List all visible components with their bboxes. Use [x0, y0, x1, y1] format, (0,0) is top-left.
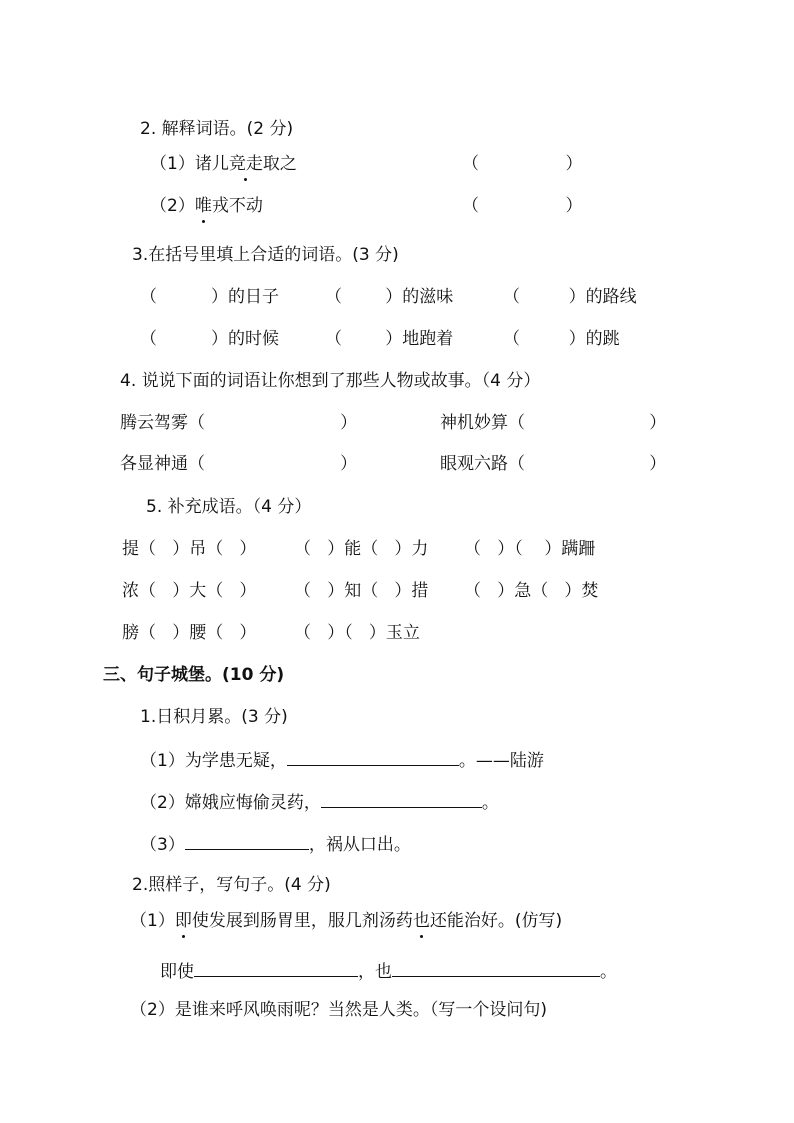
q3-r1-c1: （ ）的日子 — [140, 287, 280, 307]
s3-q2-item1-suffix: 还能治好。(仿写) — [429, 911, 563, 931]
s3-q1-item2-prefix: （2）嫦娥应悔偷灵药， — [140, 793, 321, 813]
q2-item2-dotted: 唯 — [194, 196, 212, 216]
s3-q2-item-1 — [130, 909, 562, 933]
q5-r2-c3: （ ）急（ ）焚 — [464, 581, 599, 601]
s3-q2-item1-dotted-2: 也 — [412, 911, 430, 931]
s3-q1-item3-prefix: （3） — [140, 835, 185, 855]
q2-item-1 — [150, 152, 297, 176]
q3-r2-c1: （ ）的时候 — [140, 329, 280, 349]
s3-q2-item-2: （2）是谁来呼风唤雨呢？当然是人类。（写一个设问句) — [130, 1000, 547, 1020]
answer-blank[interactable] — [321, 789, 482, 808]
s3-q2-title: 2.照样子，写句子。(4 分) — [132, 875, 331, 895]
q4-title: 4. 说说下面的词语让你想到了那些人物或故事。（4 分） — [120, 371, 541, 391]
s3-q2-item1-middle: 使发展到肠胃里，服几剂汤药 — [191, 911, 413, 931]
q5-r3-c1: 膀（ ）腰（ ） — [122, 623, 257, 643]
q2-item2-answer-paren: （ ） — [462, 196, 583, 216]
s3-q1-item2-suffix: 。 — [481, 793, 499, 813]
q2-item1-prefix: （1）诸儿 — [150, 154, 229, 174]
s3-q1-title: 1.日积月累。(3 分) — [140, 707, 288, 727]
answer-blank[interactable] — [392, 958, 600, 977]
q2-item-2 — [150, 194, 263, 218]
s3-q2-item1-prefix: （1） — [130, 911, 175, 931]
q2-title: 2. 解释词语。(2 分) — [140, 119, 294, 139]
s3-q1-item3-suffix: ，祸从口出。 — [308, 835, 411, 855]
q2-item1-suffix: 取之 — [262, 154, 297, 174]
q5-title: 5. 补充成语。（4 分） — [146, 497, 312, 517]
section3-title: 三、句子城堡。(10 分) — [103, 665, 285, 685]
q3-r1-c3: （ ）的路线 — [503, 287, 637, 307]
q2-item2-suffix: 戎不动 — [211, 196, 263, 216]
q5-r1-c2: （ ）能（ ）力 — [294, 539, 429, 559]
q3-r2-c2: （ ）地跑着 — [325, 329, 454, 349]
answer-blank[interactable] — [185, 831, 309, 850]
s3-q1-item1-prefix: （1）为学患无疑， — [140, 751, 287, 771]
s3-q2-fill-middle: ，也 — [358, 962, 392, 982]
q2-item2-prefix: （2） — [150, 196, 195, 216]
s3-q2-item1-dotted-1: 即 — [174, 911, 192, 931]
s3-q1-item-3 — [140, 831, 411, 857]
q2-item1-dotted: 竞走 — [228, 154, 263, 174]
s3-q2-fill-prefix: 即使 — [160, 962, 194, 982]
q5-r2-c2: （ ）知（ ）措 — [294, 581, 429, 601]
q3-title: 3.在括号里填上合适的词语。(3 分) — [132, 245, 399, 265]
q3-r2-c3: （ ）的跳 — [503, 329, 620, 349]
s3-q2-fill-line — [160, 958, 617, 984]
q4-r1-c1: 腾云驾雾（ ） — [120, 413, 358, 433]
q4-r2-c1: 各显神通（ ） — [120, 454, 358, 474]
answer-blank[interactable] — [194, 958, 358, 977]
q3-r1-c2: （ ）的滋味 — [325, 287, 454, 307]
s3-q1-item1-suffix: 。——陆游 — [458, 751, 544, 771]
q2-item1-answer-paren: （ ） — [462, 154, 583, 174]
q4-r1-c2: 神机妙算（ ） — [440, 413, 667, 433]
s3-q1-item-2 — [140, 789, 499, 815]
s3-q1-item-1 — [140, 747, 544, 773]
q4-r2-c2: 眼观六路（ ） — [440, 454, 667, 474]
answer-blank[interactable] — [287, 747, 459, 766]
q5-r3-c2: （ ）（ ）玉立 — [294, 623, 420, 643]
s3-q2-fill-suffix: 。 — [600, 962, 617, 982]
q5-r1-c3: （ ）（ ）蹒跚 — [464, 539, 596, 559]
q5-r1-c1: 提（ ）吊（ ） — [122, 539, 257, 559]
q5-r2-c1: 浓（ ）大（ ） — [122, 581, 257, 601]
